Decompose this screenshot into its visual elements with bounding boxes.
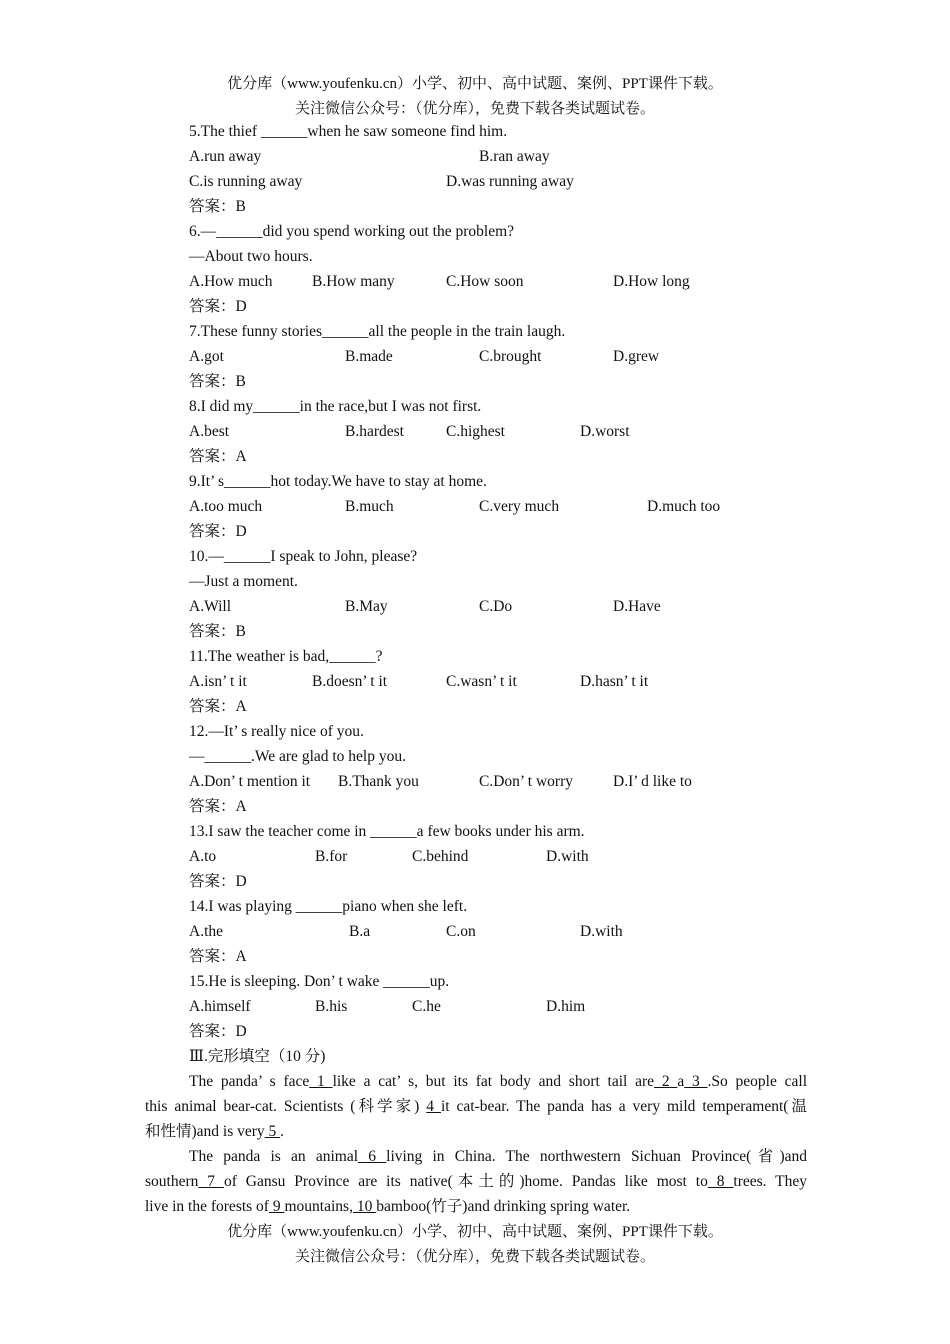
q15-option-c: C.he <box>412 998 441 1015</box>
q11-option-c: C.wasn’ t it <box>446 673 517 690</box>
q11-option-b: B.doesn’ t it <box>312 673 388 690</box>
question-5-stem: 5.The thief ______when he saw someone find him. <box>189 123 508 140</box>
q14-answer: 答案：A <box>189 948 247 965</box>
question-13-stem: 13.I saw the teacher come in ______a few books under his arm. <box>189 823 585 840</box>
q10-option-d: D.Have <box>613 598 661 615</box>
blank-10: 10 <box>352 1198 377 1215</box>
cloze-p2-line3: live in the forests of 9 mountains, 10 bamboo(竹子)and drinking spring water. <box>145 1198 631 1215</box>
q9-option-b: B.much <box>345 498 394 515</box>
question-9-stem: 9.It’ s______hot today.We have to stay at home. <box>189 473 487 490</box>
q13-option-b: B.for <box>315 848 348 865</box>
q5-option-d: D.was running away <box>446 173 574 190</box>
question-11-stem: 11.The weather is bad,______? <box>189 648 383 665</box>
q15-option-d: D.him <box>546 998 586 1015</box>
q13-option-c: C.behind <box>412 848 469 865</box>
q15-option-b: B.his <box>315 998 348 1015</box>
q10-answer: 答案：B <box>189 623 246 640</box>
q12-answer: 答案：A <box>189 798 247 815</box>
q14-option-c: C.on <box>446 923 476 940</box>
q11-answer: 答案：A <box>189 698 247 715</box>
q15-answer: 答案：D <box>189 1023 247 1040</box>
q12-option-d: D.I’ d like to <box>613 773 692 790</box>
q9-option-a: A.too much <box>189 498 263 515</box>
q6-option-d: D.How long <box>613 273 690 290</box>
q13-option-d: D.with <box>546 848 589 865</box>
blank-9: 9 <box>268 1198 285 1215</box>
question-8-stem: 8.I did my______in the race,but I was not first. <box>189 398 482 415</box>
q9-option-c: C.very much <box>479 498 560 515</box>
q5-answer: 答案：B <box>189 198 246 215</box>
blank-7: 7 <box>198 1173 224 1190</box>
q8-option-c: C.highest <box>446 423 505 440</box>
q5-option-a: A.run away <box>189 148 262 165</box>
question-10-stem: 10.—______I speak to John, please? <box>189 548 418 565</box>
q9-answer: 答案：D <box>189 523 247 540</box>
q14-option-b: B.a <box>349 923 371 940</box>
page-header-line1: 优分库（www.youfenku.cn）小学、初中、高中试题、案例、PPT课件下载。 <box>227 76 723 92</box>
q6-option-b: B.How many <box>312 273 395 290</box>
blank-1: 1 <box>309 1073 333 1090</box>
q7-option-b: B.made <box>345 348 393 365</box>
q13-option-a: A.to <box>189 848 217 865</box>
blank-2: 2 <box>654 1073 678 1090</box>
q6-option-c: C.How soon <box>446 273 524 290</box>
question-14-stem: 14.I was playing ______piano when she left. <box>189 898 468 915</box>
cloze-p2-line2: southern 7 of Gansu Province are its native(本土的)home. Pandas like most to 8 trees. They <box>145 1173 808 1190</box>
q5-option-c: C.is running away <box>189 173 303 190</box>
q8-option-d: D.worst <box>580 423 630 440</box>
question-7-stem: 7.These funny stories______all the people in the train laugh. <box>189 323 566 340</box>
q10-option-a: A.Will <box>189 598 231 615</box>
blank-8: 8 <box>707 1173 734 1190</box>
q7-option-d: D.grew <box>613 348 660 365</box>
cloze-p1-line1: The panda’ s face 1 like a cat’ s, but its fat body and short tail are 2 a 3 .So people call <box>189 1073 808 1090</box>
q8-answer: 答案：A <box>189 448 247 465</box>
q12-option-b: B.Thank you <box>338 773 419 790</box>
q8-option-b: B.hardest <box>345 423 404 440</box>
q11-option-d: D.hasn’ t it <box>580 673 649 690</box>
q9-option-d: D.much too <box>647 498 721 515</box>
q11-option-a: A.isn’ t it <box>189 673 247 690</box>
q14-option-d: D.with <box>580 923 623 940</box>
q6-option-a: A.How much <box>189 273 273 290</box>
section-3-title: Ⅲ.完形填空（10 分) <box>189 1048 326 1065</box>
q6-answer: 答案：D <box>189 298 247 315</box>
blank-5: 5 <box>264 1123 281 1140</box>
q7-answer: 答案：B <box>189 373 246 390</box>
q15-option-a: A.himself <box>189 998 251 1015</box>
question-12-stem: 12.—It’ s really nice of you. <box>189 723 364 740</box>
q10-option-c: C.Do <box>479 598 513 615</box>
cloze-p1-line2: this animal bear-cat. Scientists (科学家) 4 it cat-bear. The panda has a very mild temperament(温 <box>145 1098 808 1115</box>
q12-option-a: A.Don’ t mention it <box>189 773 311 790</box>
blank-4: 4 <box>426 1098 441 1115</box>
question-12-response: —______.We are glad to help you. <box>189 748 406 765</box>
page-footer-line2: 关注微信公众号：（优分库），免费下载各类试题试卷。 <box>294 1249 655 1265</box>
q14-option-a: A.the <box>189 923 224 940</box>
question-6-stem: 6.—______did you spend working out the problem? <box>189 223 515 240</box>
q10-option-b: B.May <box>345 598 388 615</box>
question-15-stem: 15.He is sleeping. Don’ t wake ______up. <box>189 973 450 990</box>
q7-option-a: A.got <box>189 348 224 365</box>
q5-option-b: B.ran away <box>479 148 550 165</box>
cloze-p1-line3: 和性情)and is very 5 . <box>145 1123 285 1140</box>
q8-option-a: A.best <box>189 423 230 440</box>
question-10-response: —Just a moment. <box>189 573 298 590</box>
blank-3: 3 <box>684 1073 708 1090</box>
page-header-line2: 关注微信公众号：（优分库），免费下载各类试题试卷。 <box>294 101 655 117</box>
page-footer-line1: 优分库（www.youfenku.cn）小学、初中、高中试题、案例、PPT课件下载。 <box>227 1224 723 1240</box>
q7-option-c: C.brought <box>479 348 542 365</box>
cloze-p2-line1: The panda is an animal 6 living in China. The northwestern Sichuan Province(省)and <box>189 1148 807 1165</box>
blank-6: 6 <box>358 1148 387 1165</box>
q12-option-c: C.Don’ t worry <box>479 773 573 790</box>
q13-answer: 答案：D <box>189 873 247 890</box>
question-6-response: —About two hours. <box>189 248 313 265</box>
